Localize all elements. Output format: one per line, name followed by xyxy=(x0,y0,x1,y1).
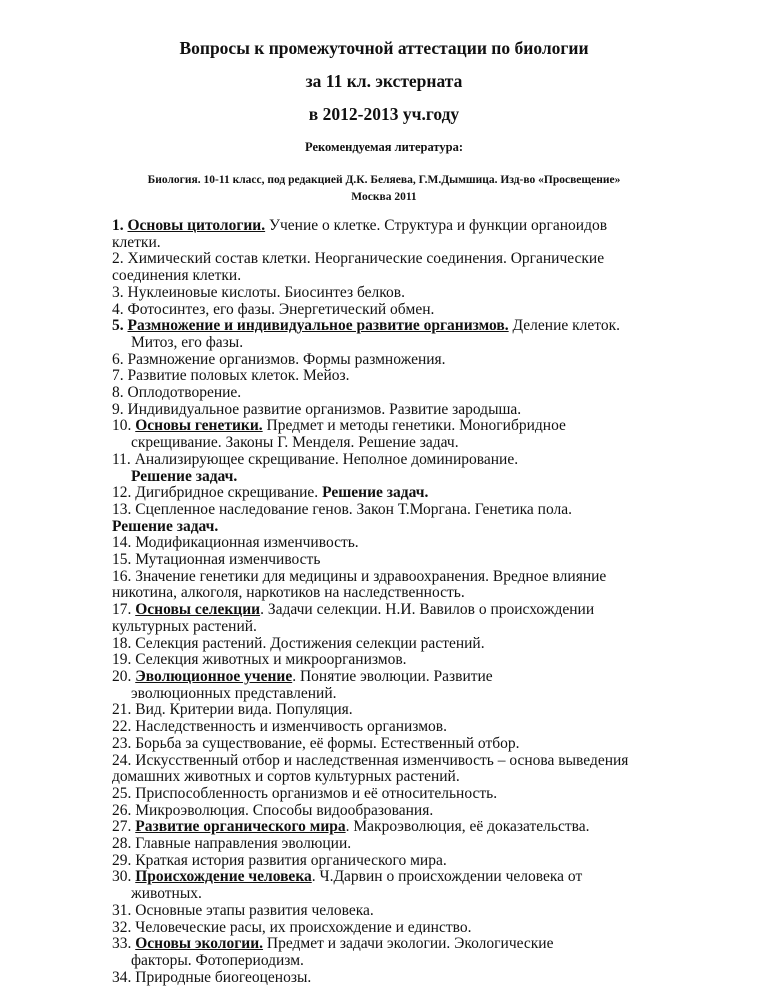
question-line xyxy=(112,602,712,619)
question-text: Дигибридное скрещивание. xyxy=(135,484,319,502)
bold-note: Решение задач. xyxy=(131,467,238,485)
question-line xyxy=(112,920,712,937)
question-line xyxy=(112,318,712,335)
question-number: 17. xyxy=(112,601,132,619)
question-number: 25. xyxy=(112,784,132,802)
question-line xyxy=(112,836,712,853)
question-text: Микроэволюция. Способы видообразования. xyxy=(135,801,434,819)
question-continuation xyxy=(112,235,712,252)
question-number: 19. xyxy=(112,651,132,669)
question-line xyxy=(112,418,712,435)
question-number: 12. xyxy=(112,484,132,502)
question-number: 18. xyxy=(112,634,132,652)
question-number: 16. xyxy=(112,567,132,585)
literature-line: Биология. 10-11 класс, под редакцией Д.К. Беляева, Г.М.Дымшица. Изд-во «Просвещение» xyxy=(147,174,621,186)
question-number: 26. xyxy=(112,801,132,819)
section-title: Размножение и индивидуальное развитие организмов. xyxy=(127,317,509,335)
question-text: культурных растений. xyxy=(112,617,257,635)
question-line xyxy=(112,652,712,669)
question-text: . Понятие эволюции. Развитие xyxy=(292,667,493,685)
question-continuation xyxy=(112,335,712,352)
question-text: домашних животных и сортов культурных растений. xyxy=(112,768,460,786)
question-text: . Макроэволюция, её доказательства. xyxy=(345,818,590,836)
question-text: Сцепленное наследование генов. Закон Т.Моргана. Генетика пола. xyxy=(135,500,572,518)
question-text: Наследственность и изменчивость организмов. xyxy=(135,718,447,736)
question-line xyxy=(112,285,712,302)
question-continuation xyxy=(112,469,712,486)
question-continuation xyxy=(112,886,712,903)
question-text: Предмет и задачи экологии. Экологические xyxy=(266,935,554,953)
question-line xyxy=(112,970,712,987)
question-line xyxy=(112,719,712,736)
bold-note: Решение задач. xyxy=(112,517,219,535)
question-line xyxy=(112,853,712,870)
question-line xyxy=(112,218,712,235)
question-text: Учение о клетке. Структура и функции органоидов xyxy=(269,217,608,234)
question-text: . Задачи селекции. Н.И. Вавилов о происхождении xyxy=(260,601,595,619)
question-number: 1. xyxy=(112,217,124,234)
literature-line: Москва 2011 xyxy=(351,191,417,203)
question-line xyxy=(112,669,712,686)
question-text: Оплодотворение. xyxy=(127,384,242,402)
document-grade: за 11 кл. экстерната xyxy=(305,71,463,91)
question-text: Мутационная изменчивость xyxy=(135,551,321,569)
question-number: 2. xyxy=(112,250,124,268)
question-line xyxy=(112,402,712,419)
section-title: Основы селекции xyxy=(135,601,261,619)
question-text: Размножение организмов. Формы размножения. xyxy=(127,350,446,368)
section-title: Основы цитологии. xyxy=(127,217,266,234)
question-text: Основные этапы развития человека. xyxy=(135,901,374,919)
question-number: 34. xyxy=(112,968,132,986)
question-text: соединения клетки. xyxy=(112,267,242,285)
question-number: 8. xyxy=(112,384,124,402)
question-line xyxy=(112,502,712,519)
question-line xyxy=(112,302,712,319)
question-line xyxy=(112,702,712,719)
question-text: факторы. Фотопериодизм. xyxy=(131,951,304,969)
question-text: Деление клеток. xyxy=(512,317,621,335)
question-continuation xyxy=(112,585,712,602)
question-text: Химический состав клетки. Неорганические соединения. Органические xyxy=(127,250,605,268)
question-number: 28. xyxy=(112,835,132,853)
question-number: 20. xyxy=(112,667,132,685)
question-text: скрещивание. Законы Г. Менделя. Решение задач. xyxy=(131,434,459,452)
question-number: 15. xyxy=(112,551,132,569)
question-text: Человеческие расы, их происхождение и единство. xyxy=(135,918,472,936)
question-line xyxy=(112,636,712,653)
question-text: Модификационная изменчивость. xyxy=(135,534,359,552)
question-number: 6. xyxy=(112,350,124,368)
question-number: 31. xyxy=(112,901,132,919)
document-year: в 2012-2013 уч.году xyxy=(308,104,460,124)
question-number: 13. xyxy=(112,500,132,518)
question-continuation xyxy=(112,268,712,285)
question-continuation xyxy=(112,435,712,452)
question-text: Искусственный отбор и наследственная изменчивость – основа выведения xyxy=(135,751,629,769)
question-line xyxy=(112,936,712,953)
question-text: Борьба за существование, её формы. Естественный отбор. xyxy=(135,734,520,752)
question-number: 10. xyxy=(112,417,132,435)
question-list xyxy=(112,218,712,986)
question-line xyxy=(112,352,712,369)
section-title: Развитие органического мира xyxy=(135,818,346,836)
question-number: 4. xyxy=(112,300,124,318)
question-number: 21. xyxy=(112,701,132,719)
question-line xyxy=(112,803,712,820)
document-title: Вопросы к промежуточной аттестации по биологии xyxy=(179,38,589,58)
question-number: 30. xyxy=(112,868,132,886)
question-text: Краткая история развития органического мира. xyxy=(135,851,447,869)
question-text: Анализирующее скрещивание. Неполное доминирование. xyxy=(134,450,519,468)
question-text: Природные биогеоценозы. xyxy=(135,968,312,986)
question-continuation xyxy=(112,953,712,970)
question-number: 9. xyxy=(112,400,124,418)
question-text: Значение генетики для медицины и здравоохранения. Вредное влияние xyxy=(135,567,607,585)
question-text: Митоз, его фазы. xyxy=(131,333,244,351)
question-text: Развитие половых клеток. Мейоз. xyxy=(127,367,350,385)
question-text: Главные направления эволюции. xyxy=(135,835,352,853)
question-text: Селекция животных и микроорганизмов. xyxy=(135,651,407,669)
question-line xyxy=(112,869,712,886)
question-number: 11. xyxy=(112,450,131,468)
section-title: Основы генетики. xyxy=(135,417,263,435)
question-continuation xyxy=(112,769,712,786)
question-number: 33. xyxy=(112,935,132,953)
section-title: Происхождение человека xyxy=(135,868,312,886)
question-text: Селекция растений. Достижения селекции растений. xyxy=(135,634,485,652)
question-text: Приспособленность организмов и её относительность. xyxy=(135,784,498,802)
question-text: Нуклеиновые кислоты. Биосинтез белков. xyxy=(127,283,405,301)
question-line xyxy=(112,786,712,803)
question-line xyxy=(112,569,712,586)
question-line xyxy=(112,485,712,502)
question-line xyxy=(112,452,712,469)
question-number: 5. xyxy=(112,317,124,335)
question-continuation xyxy=(112,619,712,636)
question-text: клетки. xyxy=(112,233,161,251)
question-line xyxy=(112,368,712,385)
question-number: 24. xyxy=(112,751,132,769)
question-text: животных. xyxy=(131,885,202,903)
question-number: 32. xyxy=(112,918,132,936)
question-line xyxy=(112,819,712,836)
question-text: Вид. Критерии вида. Популяция. xyxy=(135,701,353,719)
section-title: Эволюционное учение xyxy=(135,667,293,685)
question-line xyxy=(112,535,712,552)
question-number: 7. xyxy=(112,367,124,385)
question-text: Предмет и методы генетики. Моногибридное xyxy=(266,417,566,435)
question-line xyxy=(112,753,712,770)
question-line xyxy=(112,251,712,268)
question-number: 23. xyxy=(112,734,132,752)
question-line xyxy=(112,903,712,920)
question-text: . Ч.Дарвин о происхождении человека от xyxy=(311,868,583,886)
question-line xyxy=(112,385,712,402)
question-text: Индивидуальное развитие организмов. Развитие зародыша. xyxy=(127,400,522,418)
question-continuation xyxy=(112,686,712,703)
section-title: Основы экологии. xyxy=(135,935,264,953)
question-line xyxy=(112,736,712,753)
question-number: 3. xyxy=(112,283,124,301)
question-number: 14. xyxy=(112,534,132,552)
question-text: Фотосинтез, его фазы. Энергетический обмен. xyxy=(127,300,435,318)
literature-reference xyxy=(0,172,768,206)
question-text: никотина, алкоголя, наркотиков на наследственность. xyxy=(112,584,465,602)
question-number: 29. xyxy=(112,851,132,869)
question-text: эволюционных представлений. xyxy=(131,684,337,702)
question-number: 27. xyxy=(112,818,132,836)
question-number: 22. xyxy=(112,718,132,736)
question-line xyxy=(112,552,712,569)
bold-note: Решение задач. xyxy=(322,484,429,502)
question-continuation xyxy=(112,519,712,536)
literature-heading: Рекомендуемая литература: xyxy=(304,140,463,154)
